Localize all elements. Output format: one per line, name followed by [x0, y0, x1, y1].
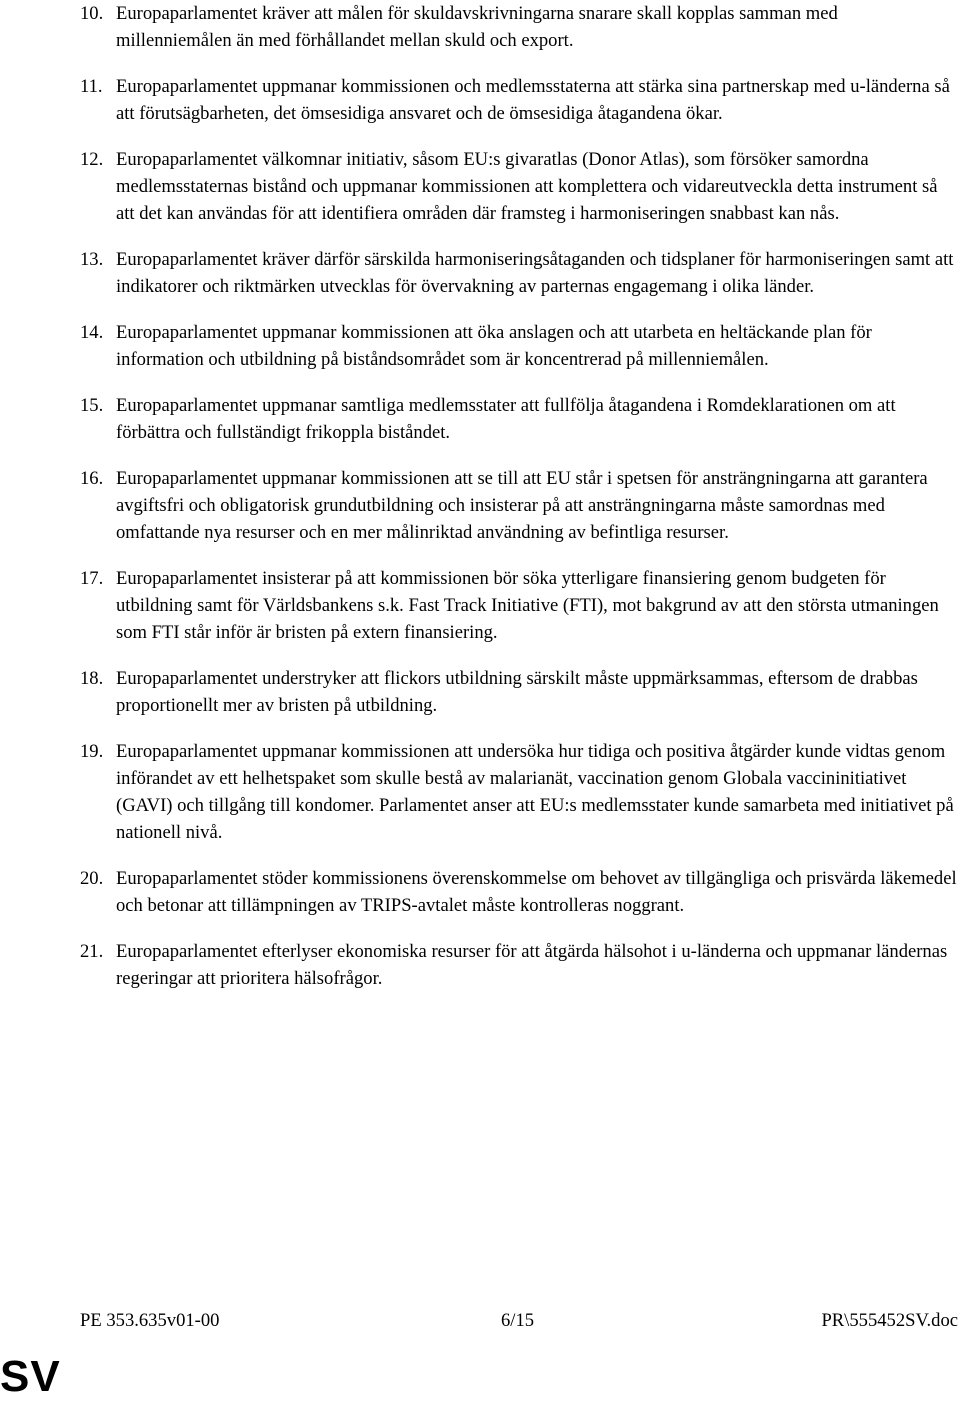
document-body: [80, 0, 958, 1011]
paragraph-text: Europaparlamentet välkomnar initiativ, såsom EU:s givaratlas (Donor Atlas), som försöker samordna medlemsstaternas bistånd och uppmanar kommissionen att komplettera och vidareutveckla detta instrument så att det kan användas för att identifiera områden där framsteg i harmoniseringen snabbast kan nås.: [116, 149, 938, 224]
paragraph-number: 19.: [80, 741, 104, 762]
paragraph-18: [80, 665, 958, 719]
paragraph-text: Europaparlamentet uppmanar kommissionen att se till att EU står i spetsen för ansträngningarna att garantera avgiftsfri och obligatorisk grundutbildning och insisterar på att ansträngningarna måste samordnas med omfattande nya resurser och en mer målinriktad användning av befintliga resurser.: [116, 468, 928, 543]
paragraph-text: Europaparlamentet insisterar på att kommissionen bör söka ytterligare finansiering genom budgeten för utbildning samt för Världsbankens s.k. Fast Track Initiative (FTI), mot bakgrund av att den största utmaningen som FTI står inför är bristen på extern finansiering.: [116, 568, 939, 643]
paragraph-13: [80, 246, 958, 300]
paragraph-text: Europaparlamentet understryker att flickors utbildning särskilt måste uppmärksammas, eftersom de drabbas proportionellt mer av bristen på utbildning.: [116, 668, 918, 716]
paragraph-number: 18.: [80, 668, 104, 689]
paragraph-text: Europaparlamentet uppmanar kommissionen att undersöka hur tidiga och positiva åtgärder kunde vidtas genom införandet av ett helhetspaket som skulle bestå av malarianät, vaccination genom Globala vaccininitiativet (GAVI) och tillgång till kondomer. Parlamentet anser att EU:s medlemsstater kunde samarbeta med initiativet på nationell nivå.: [116, 741, 954, 843]
paragraph-11: [80, 73, 958, 127]
paragraph-text: Europaparlamentet stöder kommissionens överenskommelse om behovet av tillgängliga och prisvärda läkemedel och betonar att tillämpningen av TRIPS-avtalet måste kontrolleras noggrant.: [116, 868, 957, 916]
paragraph-number: 20.: [80, 868, 104, 889]
paragraph-text: Europaparlamentet uppmanar samtliga medlemsstater att fullfölja åtagandena i Romdeklarationen om att förbättra och fullständigt frikoppla biståndet.: [116, 395, 896, 443]
language-code: SV: [0, 1352, 61, 1401]
paragraph-21: [80, 938, 958, 992]
paragraph-19: [80, 738, 958, 846]
paragraph-15: [80, 392, 958, 446]
paragraph-number: 15.: [80, 395, 104, 416]
paragraph-14: [80, 319, 958, 373]
paragraph-number: 11.: [80, 76, 103, 97]
paragraph-16: [80, 465, 958, 546]
paragraph-number: 17.: [80, 568, 104, 589]
document-reference: PE 353.635v01-00: [80, 1310, 220, 1331]
paragraph-12: [80, 146, 958, 227]
paragraph-number: 12.: [80, 149, 104, 170]
paragraph-text: Europaparlamentet kräver därför särskilda harmoniseringsåtaganden och tidsplaner för harmoniseringen samt att indikatorer och riktmärken utvecklas för övervakning av parternas engagemang i olika länder.: [116, 249, 954, 297]
paragraph-text: Europaparlamentet kräver att målen för skuldavskrivningarna snarare skall kopplas samman med millenniemålen än med förhållandet mellan skuld och export.: [116, 3, 838, 51]
paragraph-10: [80, 0, 958, 54]
paragraph-text: Europaparlamentet uppmanar kommissionen och medlemsstaterna att stärka sina partnerskap med u-länderna så att förutsägbarheten, det ömsesidiga ansvaret och de ömsesidiga åtagandena ökar.: [116, 76, 950, 124]
paragraph-20: [80, 865, 958, 919]
paragraph-number: 10.: [80, 3, 104, 24]
paragraph-number: 13.: [80, 249, 104, 270]
paragraph-number: 21.: [80, 941, 104, 962]
file-name: PR\555452SV.doc: [821, 1310, 958, 1331]
paragraph-17: [80, 565, 958, 646]
paragraph-text: Europaparlamentet efterlyser ekonomiska resurser för att åtgärda hälsohot i u-länderna och uppmanar ländernas regeringar att prioritera hälsofrågor.: [116, 941, 948, 989]
paragraph-text: Europaparlamentet uppmanar kommissionen att öka anslagen och att utarbeta en heltäckande plan för information och utbildning på biståndsområdet som är koncentrerad på millenniemålen.: [116, 322, 872, 370]
page-number: 6/15: [501, 1310, 535, 1331]
paragraph-number: 14.: [80, 322, 104, 343]
paragraph-number: 16.: [80, 468, 104, 489]
page-footer: [80, 1308, 958, 1334]
